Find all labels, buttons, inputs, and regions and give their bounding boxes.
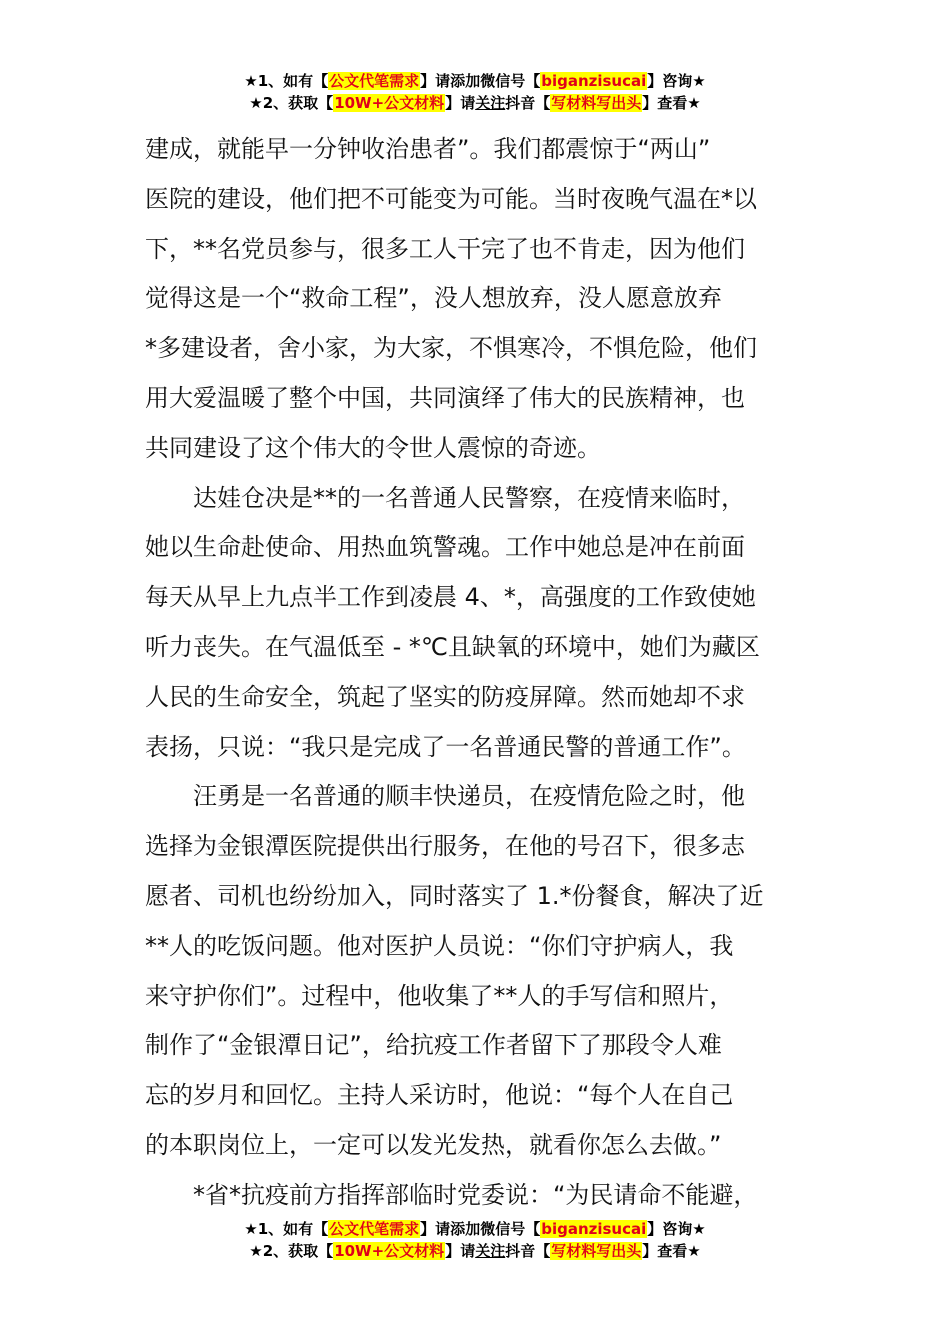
- highlight-materials: 10W+公文材料: [334, 1242, 445, 1260]
- banner-text: 加: [465, 1220, 481, 1238]
- banner-line-2: [0, 1240, 950, 1262]
- banner-text: 】查看★: [642, 94, 701, 112]
- banner-text: ★2、获取【: [249, 1242, 334, 1260]
- body-line: 她以生命赴使命、用热血筑警魂。工作中她总是冲在前面: [145, 533, 745, 562]
- banner-text: 】查看★: [642, 1242, 701, 1260]
- banner-line-1: [0, 1218, 950, 1240]
- highlight-wechat-id: biganzisucai: [541, 72, 647, 90]
- body-line: 达娃仓决是**的一名普通人民警察，在疫情来临时，: [193, 483, 745, 512]
- body-line: *省*抗疫前方指挥部临时党委说：“为民请命不能避，: [193, 1180, 758, 1209]
- banner-text: ★1、如有【: [244, 72, 329, 90]
- banner-text: 加: [465, 72, 481, 90]
- banner-text: 关注: [475, 94, 506, 112]
- body-line: 建成，就能早一分钟收治患者”。我们都震惊于“两山”: [145, 135, 711, 163]
- body-line: 用大爱温暖了整个中国，共同演绎了伟大的民族精神，也: [145, 383, 745, 412]
- highlight-douyin-account: 写材料写出头: [551, 1242, 642, 1260]
- body-line: 汪勇是一名普通的顺丰快递员，在疫情危险之时，他: [193, 782, 745, 811]
- body-line: *多建设者，舍小家，为大家，不惧寒冷，不惧危险，他们: [145, 334, 757, 363]
- banner-line-1: [0, 70, 950, 92]
- highlight-materials: 10W+公文材料: [334, 94, 445, 112]
- document-body: [145, 125, 845, 1221]
- highlight-douyin-account: 写材料写出头: [551, 94, 642, 112]
- body-line: 愿者、司机也纷纷加入，同时落实了 1.*份餐食，解决了近: [145, 881, 764, 910]
- body-line: 医院的建设，他们把不可能变为可能。当时夜晚气温在*以: [145, 184, 757, 213]
- body-line: 觉得这是一个“救命工程”，没人想放弃，没人愿意放弃: [145, 284, 722, 313]
- banner-text: 】请: [445, 94, 476, 112]
- body-line: 表扬，只说：“我只是完成了一名普通民警的普通工作”。: [145, 732, 746, 761]
- banner-text: 】请添: [420, 1220, 466, 1238]
- body-line: 人民的生命安全，筑起了坚实的防疫屏障。然而她却不求: [145, 682, 745, 711]
- body-line: 共同建设了这个伟大的令世人震惊的奇迹。: [145, 433, 601, 462]
- banner-text: 】咨询★: [647, 72, 706, 90]
- body-line: **人的吃饭问题。他对医护人员说：“你们守护病人，我: [145, 931, 734, 960]
- banner-text: ★1、如有【: [244, 1220, 329, 1238]
- banner-text: ★2、获取【: [249, 94, 334, 112]
- banner-text: 微信号【: [480, 72, 541, 90]
- banner-text: 抖音【: [505, 94, 551, 112]
- highlight-service: 公文代笔需求: [329, 1220, 420, 1238]
- banner-text: 】请: [445, 1242, 476, 1260]
- body-line: 的本职岗位上，一定可以发光发热，就看你怎么去做。”: [145, 1130, 722, 1159]
- banner-text: 抖音【: [505, 1242, 551, 1260]
- body-line: 忘的岁月和回忆。主持人采访时，他说：“每个人在自己: [145, 1081, 734, 1110]
- banner-line-2: [0, 92, 950, 114]
- body-line: 每天从早上九点半工作到凌晨 4、*，高强度的工作致使她: [145, 583, 756, 612]
- body-line: 来守护你们”。过程中，他收集了**人的手写信和照片，: [145, 981, 734, 1010]
- header-banner: [0, 70, 950, 114]
- body-line: 选择为金银潭医院提供出行服务，在他的号召下，很多志: [145, 832, 745, 861]
- body-line: 制作了“金银潭日记”，给抗疫工作者留下了那段令人难: [145, 1031, 722, 1060]
- highlight-wechat-id: biganzisucai: [541, 1220, 647, 1238]
- body-line: 听力丧失。在气温低至 - *℃且缺氧的环境中，她们为藏区: [145, 632, 760, 661]
- body-line: 下，**名党员参与，很多工人干完了也不肯走，因为他们: [145, 234, 745, 263]
- banner-text: 微信号【: [480, 1220, 541, 1238]
- banner-text: 关注: [475, 1242, 506, 1260]
- footer-banner: [0, 1218, 950, 1262]
- highlight-service: 公文代笔需求: [329, 72, 420, 90]
- banner-text: 】请添: [420, 72, 466, 90]
- banner-text: 】咨询★: [647, 1220, 706, 1238]
